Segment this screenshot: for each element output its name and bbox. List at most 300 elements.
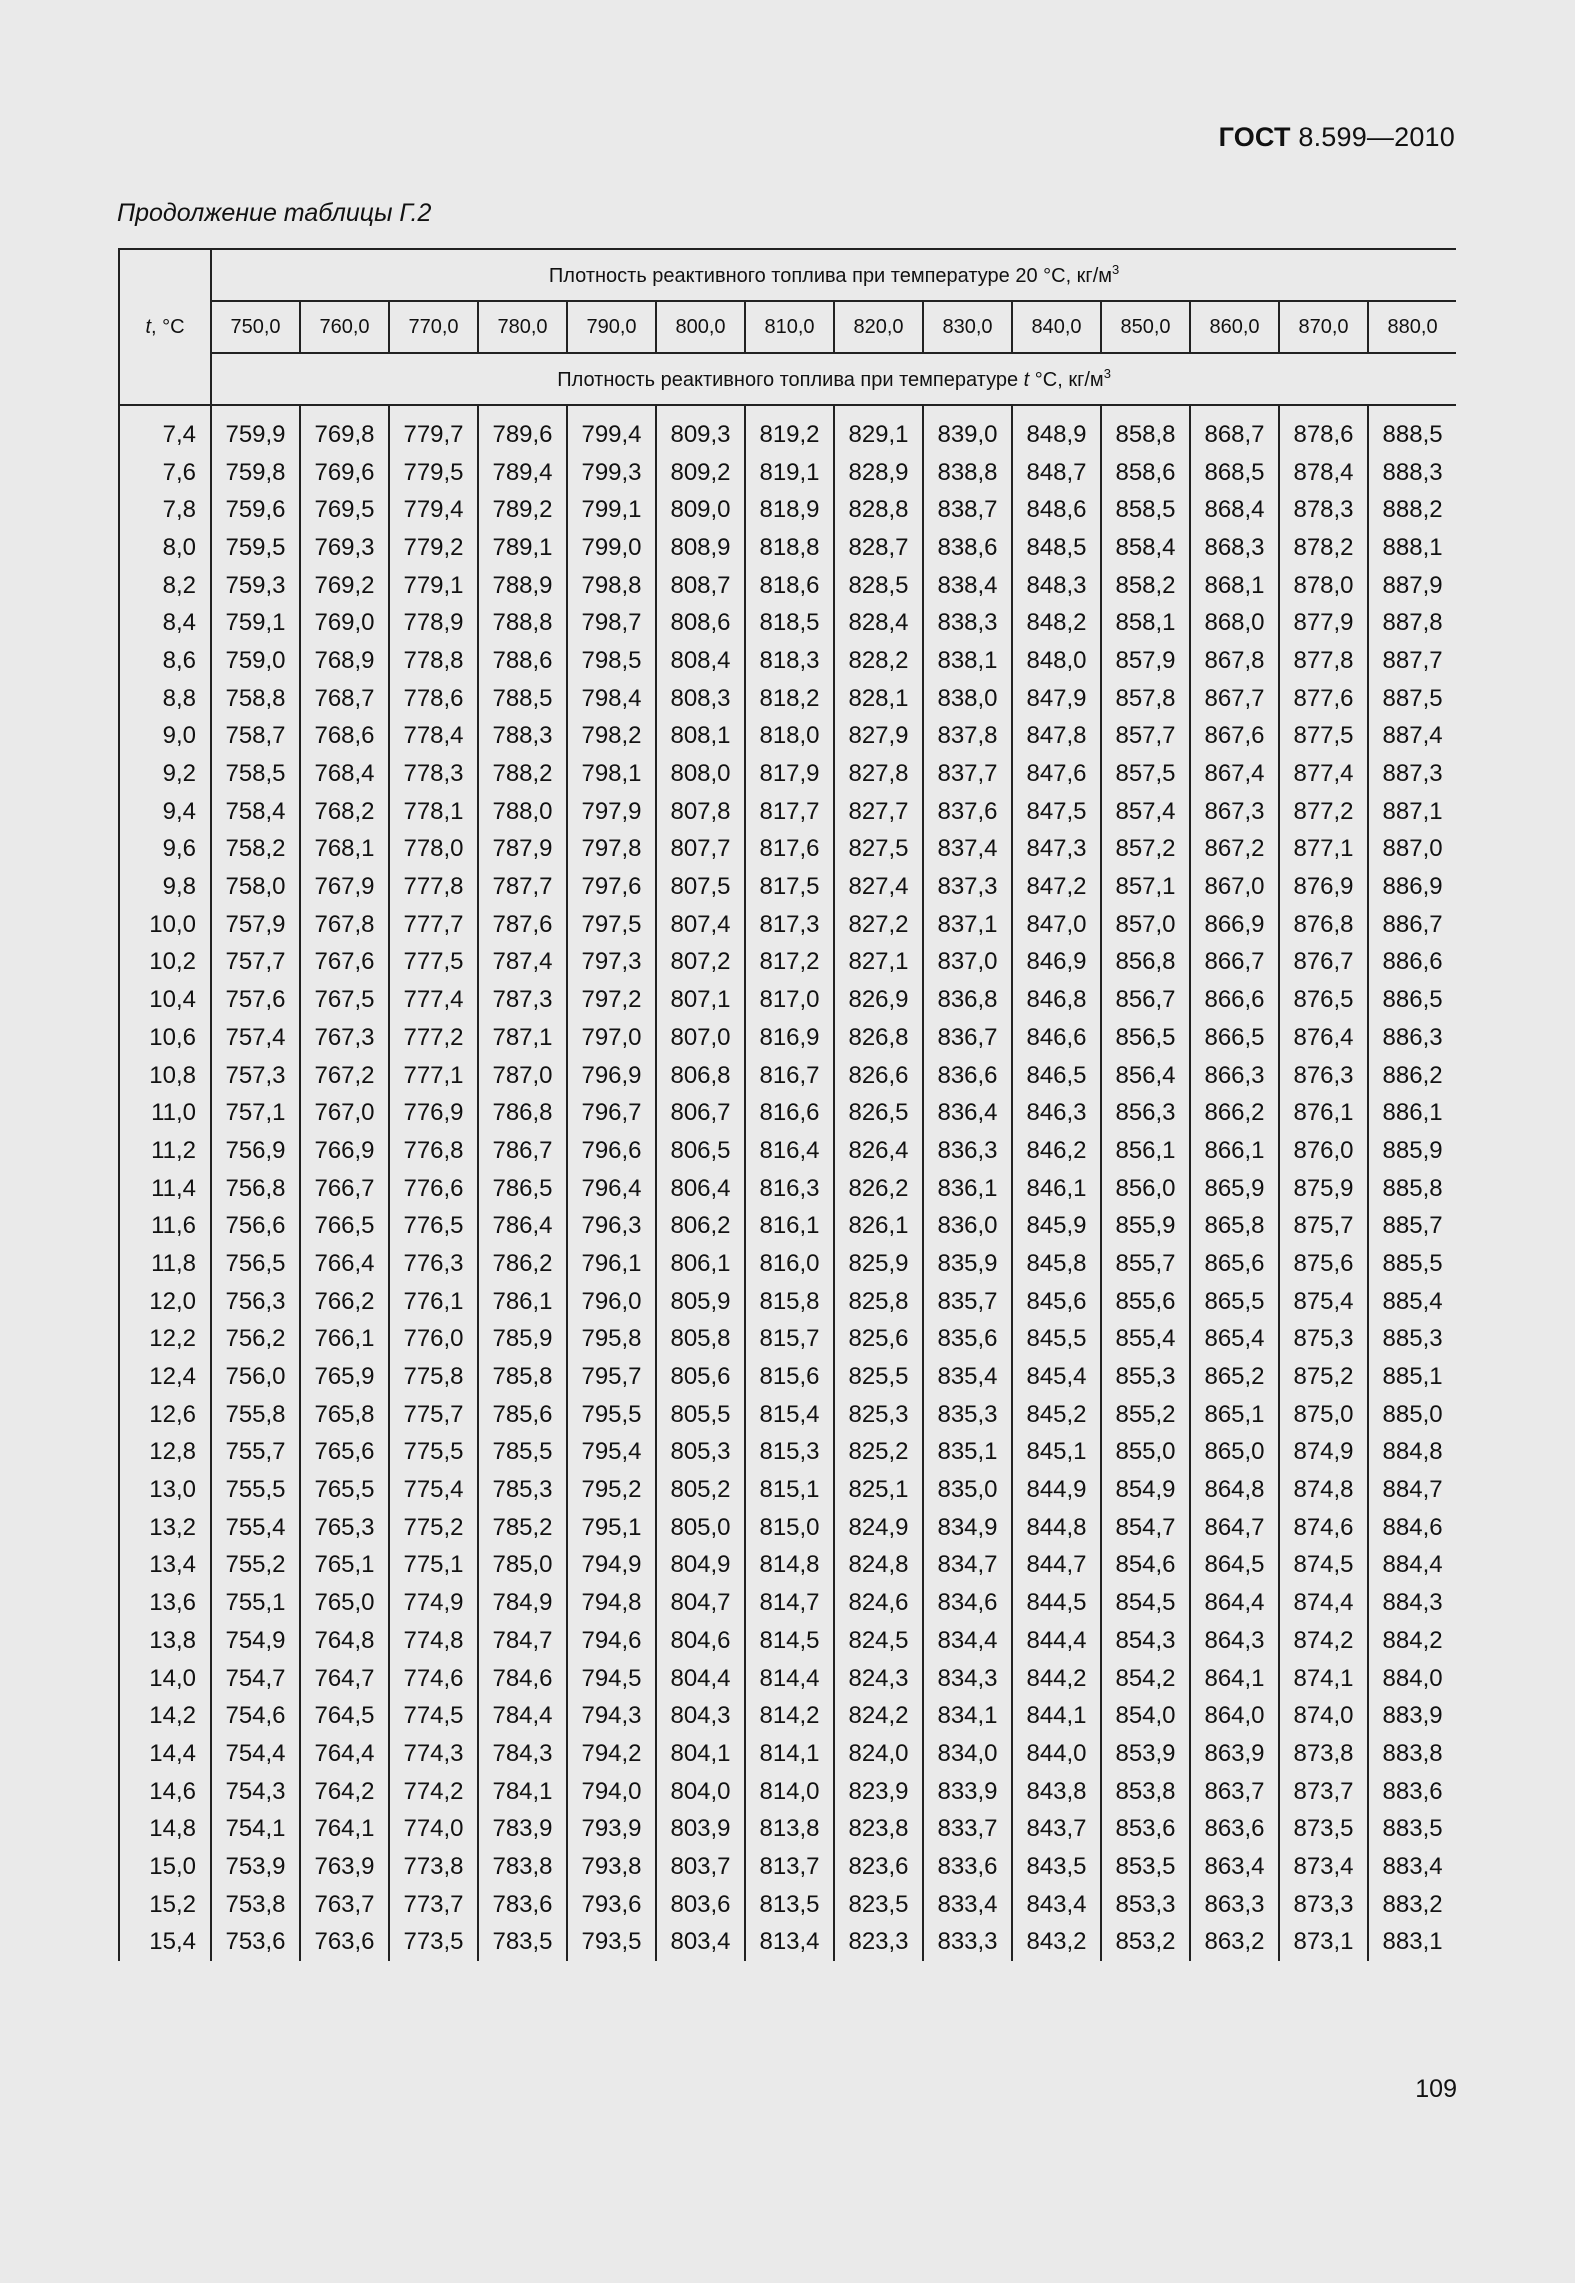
density-cell: 795,1 [567, 1509, 656, 1547]
density-cell: 847,8 [1012, 718, 1101, 756]
density-cell: 826,1 [834, 1207, 923, 1245]
density-cell: 847,5 [1012, 793, 1101, 831]
density-cell: 765,6 [300, 1434, 389, 1472]
density-cell: 757,7 [211, 944, 300, 982]
density-cell: 836,1 [923, 1170, 1012, 1208]
density-cell: 827,9 [834, 718, 923, 756]
density-cell: 863,6 [1190, 1810, 1279, 1848]
density-cell: 848,9 [1012, 416, 1101, 454]
density-cell: 848,6 [1012, 491, 1101, 529]
density-cell: 884,6 [1368, 1509, 1456, 1547]
page-number: 109 [1415, 2075, 1457, 2103]
density-cell: 887,0 [1368, 831, 1456, 869]
density-20c-header-sup: 3 [1112, 262, 1120, 277]
table-row [119, 567, 1456, 605]
density-cell: 874,6 [1279, 1509, 1368, 1547]
reference-density-header: 860,0 [1190, 301, 1279, 353]
density-cell: 835,4 [923, 1358, 1012, 1396]
density-cell: 838,8 [923, 454, 1012, 492]
density-cell: 768,2 [300, 793, 389, 831]
density-cell: 837,8 [923, 718, 1012, 756]
density-cell: 877,5 [1279, 718, 1368, 756]
density-cell: 856,5 [1101, 1019, 1190, 1057]
density-cell: 887,4 [1368, 718, 1456, 756]
density-cell: 764,8 [300, 1622, 389, 1660]
density-cell: 867,7 [1190, 680, 1279, 718]
temperature-cell: 11,8 [119, 1245, 211, 1283]
density-cell: 848,7 [1012, 454, 1101, 492]
density-cell: 854,0 [1101, 1697, 1190, 1735]
table-caption: Продолжение таблицы Г.2 [117, 199, 432, 227]
density-cell: 766,2 [300, 1283, 389, 1321]
density-cell: 838,4 [923, 567, 1012, 605]
density-cell: 837,1 [923, 906, 1012, 944]
density-cell: 813,5 [745, 1886, 834, 1924]
table-row [119, 981, 1456, 1019]
density-cell: 789,1 [478, 529, 567, 567]
density-cell: 835,9 [923, 1245, 1012, 1283]
density-cell: 815,0 [745, 1509, 834, 1547]
density-cell: 804,4 [656, 1660, 745, 1698]
density-cell: 834,3 [923, 1660, 1012, 1698]
density-cell: 844,0 [1012, 1735, 1101, 1773]
temperature-cell: 12,2 [119, 1321, 211, 1359]
density-cell: 765,1 [300, 1547, 389, 1585]
spacer-cell [211, 405, 300, 416]
density-cell: 884,4 [1368, 1547, 1456, 1585]
density-cell: 825,2 [834, 1434, 923, 1472]
density-cell: 754,9 [211, 1622, 300, 1660]
density-cell: 868,0 [1190, 604, 1279, 642]
temperature-cell: 12,6 [119, 1396, 211, 1434]
density-cell: 804,0 [656, 1773, 745, 1811]
density-cell: 788,5 [478, 680, 567, 718]
density-cell: 784,1 [478, 1773, 567, 1811]
density-cell: 845,2 [1012, 1396, 1101, 1434]
density-cell: 796,0 [567, 1283, 656, 1321]
density-cell: 804,7 [656, 1584, 745, 1622]
temperature-cell: 11,4 [119, 1170, 211, 1208]
density-cell: 846,1 [1012, 1170, 1101, 1208]
density-cell: 876,5 [1279, 981, 1368, 1019]
density-cell: 813,4 [745, 1924, 834, 1962]
density-cell: 858,4 [1101, 529, 1190, 567]
density-cell: 806,5 [656, 1132, 745, 1170]
density-cell: 766,1 [300, 1321, 389, 1359]
density-cell: 887,5 [1368, 680, 1456, 718]
density-cell: 808,4 [656, 642, 745, 680]
density-cell: 885,4 [1368, 1283, 1456, 1321]
density-cell: 758,7 [211, 718, 300, 756]
density-cell: 757,9 [211, 906, 300, 944]
density-cell: 873,7 [1279, 1773, 1368, 1811]
density-cell: 826,5 [834, 1094, 923, 1132]
density-cell: 818,9 [745, 491, 834, 529]
density-cell: 778,1 [389, 793, 478, 831]
density-cell: 867,2 [1190, 831, 1279, 869]
density-cell: 834,9 [923, 1509, 1012, 1547]
density-cell: 768,1 [300, 831, 389, 869]
density-cell: 818,8 [745, 529, 834, 567]
density-cell: 833,4 [923, 1886, 1012, 1924]
density-cell: 878,4 [1279, 454, 1368, 492]
density-cell: 816,7 [745, 1057, 834, 1095]
density-cell: 816,0 [745, 1245, 834, 1283]
density-cell: 797,9 [567, 793, 656, 831]
density-cell: 784,6 [478, 1660, 567, 1698]
table-row [119, 906, 1456, 944]
density-cell: 805,6 [656, 1358, 745, 1396]
density-cell: 874,9 [1279, 1434, 1368, 1472]
density-cell: 806,1 [656, 1245, 745, 1283]
density-cell: 844,5 [1012, 1584, 1101, 1622]
density-cell: 837,7 [923, 755, 1012, 793]
density-cell: 799,3 [567, 454, 656, 492]
density-cell: 833,7 [923, 1810, 1012, 1848]
density-cell: 865,4 [1190, 1321, 1279, 1359]
density-cell: 787,9 [478, 831, 567, 869]
density-cell: 774,0 [389, 1810, 478, 1848]
table-row [119, 1773, 1456, 1811]
density-cell: 834,4 [923, 1622, 1012, 1660]
density-cell: 868,1 [1190, 567, 1279, 605]
density-cell: 854,5 [1101, 1584, 1190, 1622]
density-cell: 885,8 [1368, 1170, 1456, 1208]
density-cell: 815,3 [745, 1434, 834, 1472]
density-cell: 817,6 [745, 831, 834, 869]
density-cell: 777,8 [389, 868, 478, 906]
density-cell: 864,4 [1190, 1584, 1279, 1622]
density-cell: 796,9 [567, 1057, 656, 1095]
temperature-cell: 10,6 [119, 1019, 211, 1057]
density-cell: 846,2 [1012, 1132, 1101, 1170]
density-cell: 824,9 [834, 1509, 923, 1547]
density-cell: 754,6 [211, 1697, 300, 1735]
density-cell: 825,9 [834, 1245, 923, 1283]
density-cell: 777,4 [389, 981, 478, 1019]
density-cell: 754,1 [211, 1810, 300, 1848]
density-cell: 888,3 [1368, 454, 1456, 492]
table-row [119, 1660, 1456, 1698]
temperature-cell: 14,4 [119, 1735, 211, 1773]
density-cell: 888,5 [1368, 416, 1456, 454]
table-row [119, 416, 1456, 454]
density-cell: 828,9 [834, 454, 923, 492]
density-cell: 818,0 [745, 718, 834, 756]
density-cell: 883,9 [1368, 1697, 1456, 1735]
density-cell: 865,5 [1190, 1283, 1279, 1321]
temperature-cell: 8,6 [119, 642, 211, 680]
table-row [119, 1886, 1456, 1924]
temperature-cell: 13,4 [119, 1547, 211, 1585]
density-cell: 885,0 [1368, 1396, 1456, 1434]
density-cell: 769,5 [300, 491, 389, 529]
density-cell: 757,3 [211, 1057, 300, 1095]
density-cell: 826,4 [834, 1132, 923, 1170]
density-cell: 774,2 [389, 1773, 478, 1811]
table-row [119, 1584, 1456, 1622]
reference-density-header: 820,0 [834, 301, 923, 353]
density-cell: 836,3 [923, 1132, 1012, 1170]
density-cell: 827,8 [834, 755, 923, 793]
density-cell: 786,1 [478, 1283, 567, 1321]
density-cell: 769,3 [300, 529, 389, 567]
reference-density-header: 810,0 [745, 301, 834, 353]
density-cell: 783,8 [478, 1848, 567, 1886]
density-cell: 854,2 [1101, 1660, 1190, 1698]
density-cell: 808,3 [656, 680, 745, 718]
density-cell: 775,1 [389, 1547, 478, 1585]
density-cell: 886,5 [1368, 981, 1456, 1019]
density-cell: 788,6 [478, 642, 567, 680]
density-cell: 776,9 [389, 1094, 478, 1132]
density-cell: 774,3 [389, 1735, 478, 1773]
table-row [119, 1622, 1456, 1660]
density-cell: 814,5 [745, 1622, 834, 1660]
density-cell: 784,7 [478, 1622, 567, 1660]
density-cell: 837,3 [923, 868, 1012, 906]
density-cell: 855,6 [1101, 1283, 1190, 1321]
density-cell: 766,5 [300, 1207, 389, 1245]
density-cell: 857,4 [1101, 793, 1190, 831]
density-cell: 883,4 [1368, 1848, 1456, 1886]
density-cell: 753,6 [211, 1924, 300, 1962]
density-cell: 779,2 [389, 529, 478, 567]
density-cell: 815,8 [745, 1283, 834, 1321]
density-cell: 877,1 [1279, 831, 1368, 869]
density-cell: 858,8 [1101, 416, 1190, 454]
reference-density-header: 880,0 [1368, 301, 1456, 353]
density-cell: 799,4 [567, 416, 656, 454]
density-cell: 883,5 [1368, 1810, 1456, 1848]
density-cell: 764,2 [300, 1773, 389, 1811]
density-cell: 863,4 [1190, 1848, 1279, 1886]
density-cell: 828,7 [834, 529, 923, 567]
density-cell: 769,2 [300, 567, 389, 605]
density-cell: 843,5 [1012, 1848, 1101, 1886]
density-cell: 765,9 [300, 1358, 389, 1396]
density-cell: 823,3 [834, 1924, 923, 1962]
density-cell: 866,3 [1190, 1057, 1279, 1095]
density-t-header-var: t [1023, 369, 1030, 391]
density-cell: 774,6 [389, 1660, 478, 1698]
density-cell: 785,2 [478, 1509, 567, 1547]
density-cell: 875,3 [1279, 1321, 1368, 1359]
density-cell: 884,2 [1368, 1622, 1456, 1660]
density-cell: 844,1 [1012, 1697, 1101, 1735]
density-cell: 795,8 [567, 1321, 656, 1359]
density-cell: 765,5 [300, 1471, 389, 1509]
density-cell: 793,8 [567, 1848, 656, 1886]
density-cell: 818,2 [745, 680, 834, 718]
density-cell: 864,3 [1190, 1622, 1279, 1660]
density-cell: 837,4 [923, 831, 1012, 869]
density-cell: 883,6 [1368, 1773, 1456, 1811]
density-cell: 827,2 [834, 906, 923, 944]
density-cell: 756,3 [211, 1283, 300, 1321]
density-cell: 775,5 [389, 1434, 478, 1472]
table-row [119, 1019, 1456, 1057]
density-cell: 835,1 [923, 1434, 1012, 1472]
reference-density-header: 800,0 [656, 301, 745, 353]
density-cell: 874,1 [1279, 1660, 1368, 1698]
density-cell: 779,7 [389, 416, 478, 454]
temperature-cell: 13,6 [119, 1584, 211, 1622]
density-cell: 787,7 [478, 868, 567, 906]
density-cell: 757,4 [211, 1019, 300, 1057]
density-cell: 868,5 [1190, 454, 1279, 492]
density-cell: 827,1 [834, 944, 923, 982]
density-cell: 844,4 [1012, 1622, 1101, 1660]
density-table [118, 248, 1456, 1961]
density-cell: 888,1 [1368, 529, 1456, 567]
density-cell: 836,0 [923, 1207, 1012, 1245]
density-cell: 873,3 [1279, 1886, 1368, 1924]
density-cell: 855,3 [1101, 1358, 1190, 1396]
density-cell: 799,1 [567, 491, 656, 529]
density-cell: 847,0 [1012, 906, 1101, 944]
density-cell: 767,9 [300, 868, 389, 906]
density-cell: 874,5 [1279, 1547, 1368, 1585]
density-cell: 754,7 [211, 1660, 300, 1698]
density-cell: 853,2 [1101, 1924, 1190, 1962]
density-cell: 856,7 [1101, 981, 1190, 1019]
density-cell: 794,8 [567, 1584, 656, 1622]
density-cell: 877,2 [1279, 793, 1368, 831]
density-cell: 857,0 [1101, 906, 1190, 944]
density-cell: 777,5 [389, 944, 478, 982]
density-cell: 847,9 [1012, 680, 1101, 718]
table-row [119, 604, 1456, 642]
density-cell: 888,2 [1368, 491, 1456, 529]
density-cell: 803,7 [656, 1848, 745, 1886]
reference-density-header: 830,0 [923, 301, 1012, 353]
density-cell: 854,6 [1101, 1547, 1190, 1585]
density-cell: 784,9 [478, 1584, 567, 1622]
density-cell: 825,5 [834, 1358, 923, 1396]
density-cell: 757,6 [211, 981, 300, 1019]
density-cell: 778,6 [389, 680, 478, 718]
reference-density-header: 850,0 [1101, 301, 1190, 353]
density-cell: 875,0 [1279, 1396, 1368, 1434]
temperature-cell: 8,8 [119, 680, 211, 718]
density-cell: 878,0 [1279, 567, 1368, 605]
reference-density-header: 770,0 [389, 301, 478, 353]
temperature-cell: 14,8 [119, 1810, 211, 1848]
density-cell: 866,6 [1190, 981, 1279, 1019]
reference-density-header: 780,0 [478, 301, 567, 353]
density-cell: 853,8 [1101, 1773, 1190, 1811]
density-cell: 758,8 [211, 680, 300, 718]
density-cell: 774,9 [389, 1584, 478, 1622]
density-cell: 789,2 [478, 491, 567, 529]
density-cell: 777,7 [389, 906, 478, 944]
reference-density-header: 790,0 [567, 301, 656, 353]
density-cell: 795,5 [567, 1396, 656, 1434]
density-cell: 759,9 [211, 416, 300, 454]
density-cell: 774,5 [389, 1697, 478, 1735]
density-cell: 834,1 [923, 1697, 1012, 1735]
density-cell: 795,7 [567, 1358, 656, 1396]
density-cell: 756,2 [211, 1321, 300, 1359]
density-cell: 875,7 [1279, 1207, 1368, 1245]
table-row [119, 718, 1456, 756]
density-cell: 824,8 [834, 1547, 923, 1585]
density-cell: 876,3 [1279, 1057, 1368, 1095]
density-cell: 769,8 [300, 416, 389, 454]
density-cell: 788,9 [478, 567, 567, 605]
density-cell: 758,4 [211, 793, 300, 831]
density-cell: 755,2 [211, 1547, 300, 1585]
density-cell: 756,9 [211, 1132, 300, 1170]
density-cell: 757,1 [211, 1094, 300, 1132]
density-cell: 808,6 [656, 604, 745, 642]
density-cell: 886,9 [1368, 868, 1456, 906]
density-cell: 836,8 [923, 981, 1012, 1019]
density-cell: 867,8 [1190, 642, 1279, 680]
density-cell: 754,3 [211, 1773, 300, 1811]
density-cell: 885,5 [1368, 1245, 1456, 1283]
density-cell: 858,5 [1101, 491, 1190, 529]
density-cell: 807,5 [656, 868, 745, 906]
density-cell: 877,6 [1279, 680, 1368, 718]
table-row [119, 868, 1456, 906]
density-cell: 794,6 [567, 1622, 656, 1660]
density-cell: 855,0 [1101, 1434, 1190, 1472]
density-cell: 786,8 [478, 1094, 567, 1132]
density-cell: 767,5 [300, 981, 389, 1019]
density-cell: 883,2 [1368, 1886, 1456, 1924]
density-cell: 848,2 [1012, 604, 1101, 642]
density-cell: 816,9 [745, 1019, 834, 1057]
temperature-cell: 14,0 [119, 1660, 211, 1698]
density-cell: 759,1 [211, 604, 300, 642]
density-cell: 767,8 [300, 906, 389, 944]
density-cell: 776,6 [389, 1170, 478, 1208]
density-cell: 755,4 [211, 1509, 300, 1547]
density-cell: 778,0 [389, 831, 478, 869]
density-cell: 767,3 [300, 1019, 389, 1057]
density-cell: 875,6 [1279, 1245, 1368, 1283]
density-cell: 756,5 [211, 1245, 300, 1283]
density-cell: 885,3 [1368, 1321, 1456, 1359]
density-cell: 765,3 [300, 1509, 389, 1547]
spacer-cell [389, 405, 478, 416]
density-cell: 798,2 [567, 718, 656, 756]
density-cell: 776,1 [389, 1283, 478, 1321]
density-cell: 884,3 [1368, 1584, 1456, 1622]
density-cell: 828,1 [834, 680, 923, 718]
density-cell: 777,1 [389, 1057, 478, 1095]
density-cell: 815,1 [745, 1471, 834, 1509]
density-cell: 868,4 [1190, 491, 1279, 529]
standard-prefix: ГОСТ [1218, 122, 1291, 152]
density-cell: 764,1 [300, 1810, 389, 1848]
density-cell: 857,1 [1101, 868, 1190, 906]
density-cell: 838,6 [923, 529, 1012, 567]
table-row [119, 491, 1456, 529]
density-cell: 774,8 [389, 1622, 478, 1660]
density-cell: 844,2 [1012, 1660, 1101, 1698]
density-cell: 845,9 [1012, 1207, 1101, 1245]
density-cell: 834,0 [923, 1735, 1012, 1773]
density-cell: 885,9 [1368, 1132, 1456, 1170]
density-cell: 809,2 [656, 454, 745, 492]
density-cell: 804,6 [656, 1622, 745, 1660]
density-cell: 858,6 [1101, 454, 1190, 492]
density-cell: 756,0 [211, 1358, 300, 1396]
table-row [119, 1810, 1456, 1848]
